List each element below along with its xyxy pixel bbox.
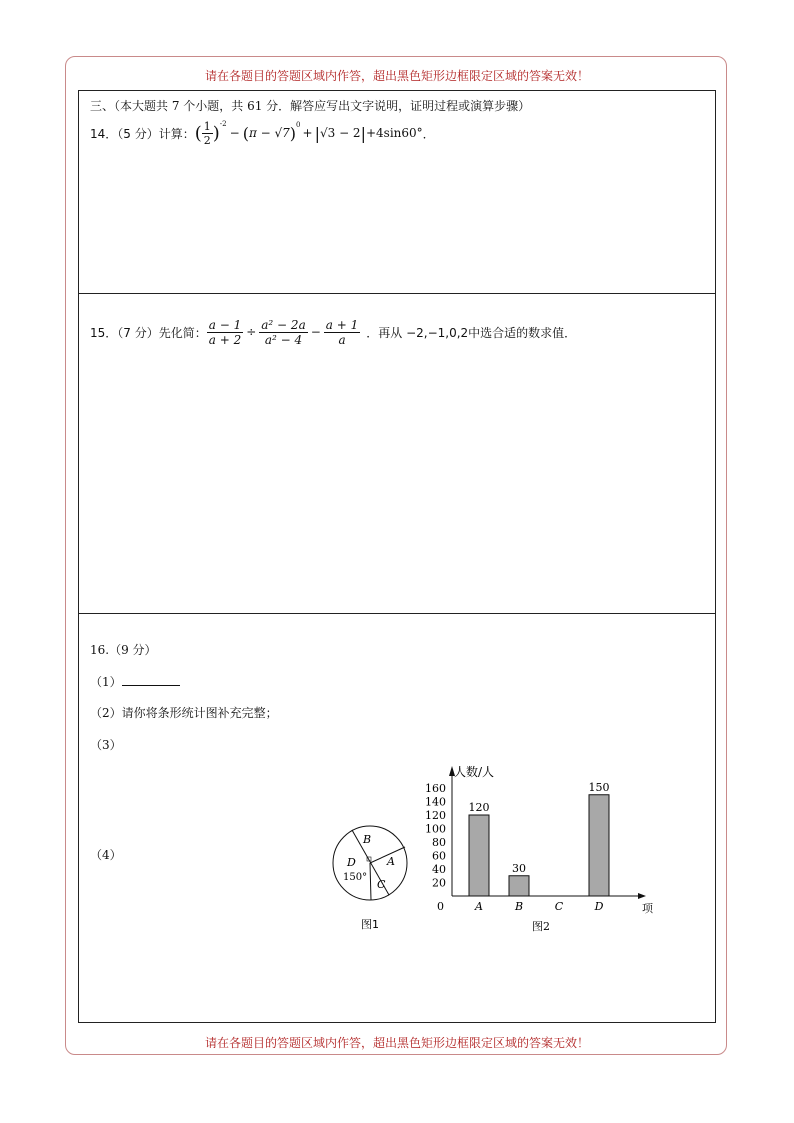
q14-suffix: ．	[422, 126, 435, 141]
q16-title: 16.（9 分）	[90, 643, 157, 657]
y-axis-label: 人数/人	[454, 765, 495, 779]
y-tick-label: 120	[425, 809, 446, 822]
x-axis-label: 项	[642, 902, 653, 915]
question-15	[90, 312, 576, 352]
pie-divider-3	[370, 863, 371, 900]
bar-value-label: 150	[588, 780, 610, 794]
x-tick-label: C	[554, 900, 564, 913]
pie-angle-label: 150°	[343, 872, 368, 883]
divider-q15-q16	[79, 613, 715, 614]
bar-value-label: 30	[512, 861, 526, 875]
q16-part1-label: （1）	[90, 675, 122, 689]
bar-b	[509, 876, 529, 896]
q15-f1-num: a − 1	[208, 317, 242, 332]
q15-suffix: ．再从 −2,−1,0,2中选合适的数求值．	[366, 325, 577, 340]
pie-label-b: B	[363, 833, 372, 846]
warning-top: 请在各题目的答题区域内作答，超出黑色矩形边框限定区域的答案无效！	[204, 69, 589, 83]
y-tick-label: 160	[425, 782, 446, 795]
q15-prefix: 15．（7 分）先化简：	[90, 325, 207, 340]
q15-fraction-1	[207, 318, 243, 347]
q15-fraction-2	[259, 318, 307, 347]
q14-minus: −	[229, 126, 240, 140]
q16-part2: （2）请你将条形统计图补充完整；	[90, 706, 278, 720]
question-14: 14．（5 分）计算： ( $\frac{1}{2}$ ) $^{-2}$ − ( π − √7 ) $^0$ + | √3 − 2 | +4sin60° ．	[90, 119, 435, 147]
figure-1-pie	[325, 820, 420, 940]
figure-2-bar-chart	[418, 758, 668, 938]
q15-fraction-3	[324, 318, 360, 347]
pie-label-d: D	[347, 856, 356, 869]
q15-f1-den: a + 2	[208, 332, 242, 347]
divider-q14-q15	[79, 293, 715, 294]
bar-d	[589, 795, 609, 896]
q14-abs-inner: √3 − 2	[319, 126, 361, 140]
x-tick-label: A	[475, 900, 483, 913]
x-tick-label: B	[514, 900, 524, 913]
q14-part4: +4sin60°	[365, 126, 423, 140]
y-tick-label: 80	[432, 836, 446, 849]
y-tick-label: 60	[432, 849, 446, 863]
q16-part1[interactable]	[90, 673, 180, 690]
q16-part3: （3）	[90, 738, 122, 752]
q15-f3-num: a + 1	[325, 317, 359, 332]
q15-f3-den: a	[338, 332, 346, 347]
y-tick-label: 140	[425, 795, 446, 809]
q14-frac-num: 1	[203, 119, 211, 133]
y-tick-label: 100	[425, 822, 446, 836]
y-tick-label: 0	[437, 900, 444, 913]
y-tick-label: 20	[432, 876, 446, 890]
x-axis-arrow	[638, 893, 646, 899]
bar-a	[469, 815, 489, 896]
q15-f2-den: a² − 4	[264, 332, 303, 347]
q16-part1-blank[interactable]	[122, 674, 180, 686]
y-tick-label: 40	[432, 863, 446, 876]
q16-part4: （4）	[90, 848, 122, 862]
q15-div-op: ÷	[246, 325, 257, 339]
warning-bottom: 请在各题目的答题区域内作答，超出黑色矩形边框限定区域的答案无效！	[204, 1036, 589, 1050]
q14-paren-inner: π − √7	[248, 126, 290, 140]
q14-prefix: 14．（5 分）计算：	[90, 126, 195, 141]
q15-minus-op: −	[310, 325, 321, 339]
q14-exp1: -2	[219, 120, 227, 128]
figure-2-caption: 图2	[532, 920, 550, 933]
bar-value-label: 120	[468, 801, 490, 814]
q14-fraction	[202, 120, 213, 147]
q14-frac-den: 2	[203, 133, 211, 147]
q14-plus: +	[302, 126, 313, 140]
q14-exp2: 0	[296, 121, 301, 129]
pie-label-c: C	[377, 878, 386, 891]
q15-f2-num: a² − 2a	[261, 317, 306, 332]
pie-label-a: A	[387, 855, 395, 868]
x-tick-label: D	[594, 900, 604, 913]
figure-1-caption: 图1	[361, 918, 379, 931]
section-header: 三、（本大题共 7 个小题，共 61 分．解答应写出文字说明，证明过程或演算步骤）	[90, 99, 531, 113]
